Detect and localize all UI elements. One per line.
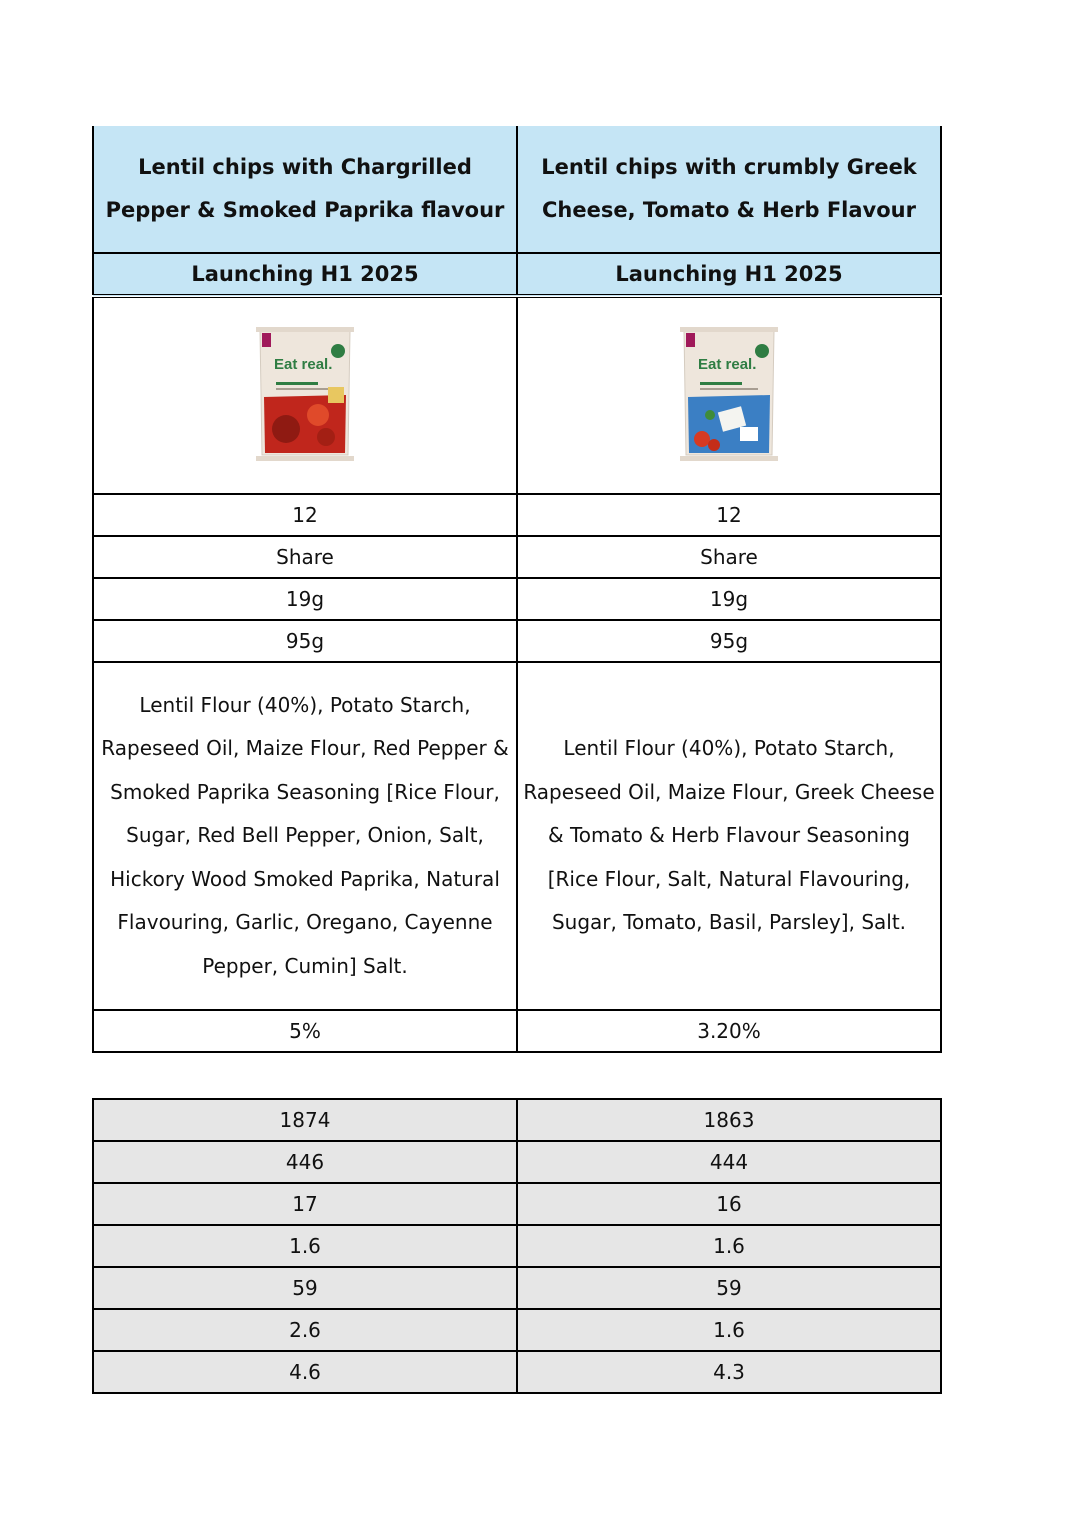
ingredients-2: Lentil Flour (40%), Potato Starch, Rapeseed Oil, Maize Flour, Greek Cheese & Tomato & Herb Flavour Seasoning [Rice Flour, Salt, Natural Flavouring, Sugar, Tomato, Basil, Parsley], Salt. — [517, 662, 941, 1010]
nutrition-row-6-value-1: 2.6 — [93, 1309, 517, 1351]
greek-cheese-pack-image — [680, 327, 778, 461]
launch-date-1: Launching H1 2025 — [93, 253, 517, 296]
ingredients-1: Lentil Flour (40%), Potato Starch, Rapeseed Oil, Maize Flour, Red Pepper & Smoked Paprika Seasoning [Rice Flour, Sugar, Red Bell Pepper, Onion, Salt, Hickory Wood Smoked Paprika, Natural Flavouring, Garlic, Oregano, Cayenne Pepper, Cumin] Salt. — [93, 662, 517, 1010]
nutrition-table — [92, 1098, 942, 1394]
row-2-value-2: Share — [517, 536, 941, 578]
percent-value-1: 5% — [93, 1010, 517, 1052]
product-name-1: Lentil chips with Chargrilled Pepper & Smoked Paprika flavour — [93, 126, 517, 253]
percent-value-2: 3.20% — [517, 1010, 941, 1052]
nutrition-row-1-value-1: 1874 — [93, 1099, 517, 1141]
nutrition-row-2-value-2: 444 — [517, 1141, 941, 1183]
pack-brand-text-1: Eat real. — [274, 355, 333, 373]
nutrition-row-5-value-1: 59 — [93, 1267, 517, 1309]
pack-image-cell-2 — [517, 296, 941, 494]
nutrition-row-5-value-2: 59 — [517, 1267, 941, 1309]
row-4-value-2: 95g — [517, 620, 941, 662]
nutrition-row-3-value-1: 17 — [93, 1183, 517, 1225]
product-name-2: Lentil chips with crumbly Greek Cheese, Tomato & Herb Flavour — [517, 126, 941, 253]
row-1-value-1: 12 — [93, 494, 517, 536]
product-spec-table — [92, 126, 942, 1053]
nutrition-row-2-value-1: 446 — [93, 1141, 517, 1183]
row-1-value-2: 12 — [517, 494, 941, 536]
nutrition-row-4-value-2: 1.6 — [517, 1225, 941, 1267]
pack-image-cell-1 — [93, 296, 517, 494]
row-3-value-2: 19g — [517, 578, 941, 620]
pack-brand-text-2: Eat real. — [698, 355, 757, 373]
launch-date-2: Launching H1 2025 — [517, 253, 941, 296]
row-4-value-1: 95g — [93, 620, 517, 662]
nutrition-row-1-value-2: 1863 — [517, 1099, 941, 1141]
nutrition-row-7-value-2: 4.3 — [517, 1351, 941, 1393]
row-3-value-1: 19g — [93, 578, 517, 620]
row-2-value-1: Share — [93, 536, 517, 578]
chargrilled-pepper-pack-image — [256, 327, 354, 461]
nutrition-row-6-value-2: 1.6 — [517, 1309, 941, 1351]
nutrition-row-4-value-1: 1.6 — [93, 1225, 517, 1267]
nutrition-row-3-value-2: 16 — [517, 1183, 941, 1225]
nutrition-row-7-value-1: 4.6 — [93, 1351, 517, 1393]
